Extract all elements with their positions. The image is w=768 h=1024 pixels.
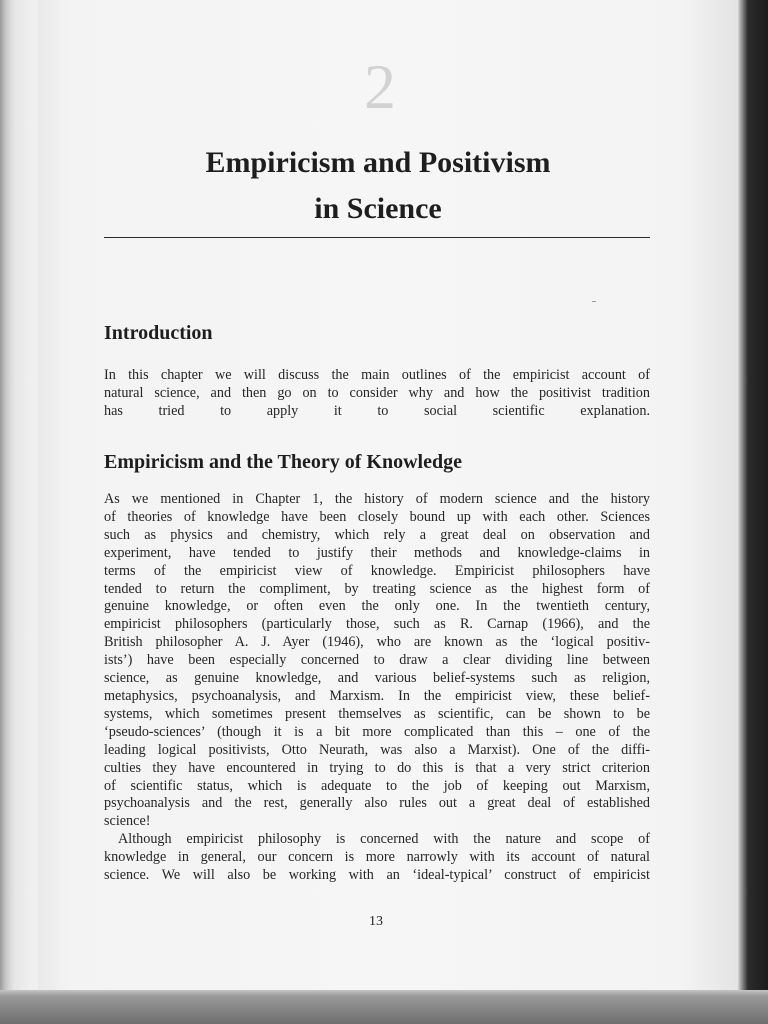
text-line: knowledge in general, our concern is more narrowly with its account of natural [104,849,650,866]
text-line: such as physics and chemistry, which rely a great deal on observation and [104,526,650,543]
text-line: genuine knowledge, or often even the only one. In the twentieth century, [104,598,650,615]
text-line: science, as genuine knowledge, and various belief-systems such as religion, [104,670,650,687]
text-line: of theories of knowledge have been closely bound up with each other. Sciences [104,508,650,525]
chapter-title-line-2: in Science [314,192,442,225]
text-line: ‘pseudo-sciences’ (though it is a bit more complicated than this – one of the [104,723,650,740]
text-line: science! [104,813,151,830]
text-line: terms of the empiricist view of knowledge. Empiricist philosophers have [104,562,650,579]
text-line: As we mentioned in Chapter 1, the history of modern science and the history [104,491,650,507]
text-line: systems, which sometimes present themselves as scientific, can be shown to be [104,705,650,722]
text-line: metaphysics, psychoanalysis, and Marxism. In the empiricist view, these belief- [104,687,650,704]
bottom-shadow [0,990,768,1024]
text-line: leading logical positivists, Otto Neurath, was also a Marxist). One of the diffi- [104,741,650,758]
text-line: experiment, have tended to justify their methods and knowledge-claims in [104,544,650,561]
chapter-title-line-1: Empiricism and Positivism [205,146,551,179]
section-heading-introduction: Introduction [104,322,213,344]
chapter-title [110,140,646,232]
text-line: British philosopher A. J. Ayer (1946), who are known as the ‘logical positiv- [104,634,650,651]
text-line: psychoanalysis and the rest, generally also rules out a great deal of established [104,795,650,812]
text-line: In this chapter we will discuss the main outlines of the empiricist account of [104,367,650,383]
text-line: has tried to apply it to social scientific explanation. [104,402,650,419]
body-paragraph [104,491,650,885]
page-edge-shadow [738,0,768,1000]
section-heading-empiricism: Empiricism and the Theory of Knowledge [104,451,462,473]
text-line: Although empiricist philosophy is concerned with the nature and scope of [118,831,650,848]
text-line: ists’) have been especially concerned to draw a clear dividing line between [104,652,650,669]
text-line: empiricist philosophers (particularly those, such as R. Carnap (1966), and the [104,616,650,633]
page-number: 13 [369,914,383,929]
text-line: natural science, and then go on to consider why and how the positivist tradition [104,384,650,401]
intro-paragraph [104,367,650,421]
scan-speck [592,301,596,302]
chapter-number: 2 [364,51,396,122]
text-line: of scientific status, which is adequate to the job of keeping out Marxism, [104,777,650,794]
title-rule [104,237,650,238]
text-line: tended to return the compliment, by treating science as the highest form of [104,580,650,597]
text-line: culties they have encountered in trying to do this is that a very strict criterion [104,759,650,776]
text-line: science. We will also be working with an ‘ideal-typical’ construct of empiricist [104,867,650,884]
